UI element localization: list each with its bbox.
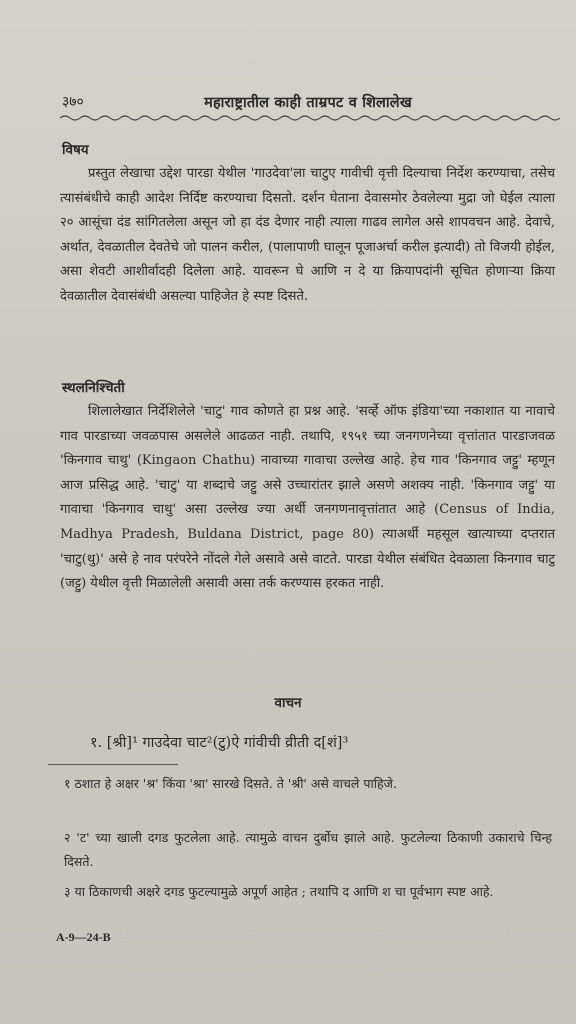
paragraph-location-text: शिलालेखात निर्देशिलेले 'चाटु' गाव कोणते हा प्रश्न आहे. 'सर्व्हे ऑफ इंडिया'च्या नकाशात या नावाचे गाव पारडाच्या जवळपास असलेले आढळत नाही. तथापि, १९५१ च्या जनगणनेच्या वृत्तांतात पारडाजवळ 'किनगाव चाथु' (Kingaon Chathu) नावाच्या गावाचा उल्लेख आहे. हेच गाव 'किनगाव जट्टु' म्हणून आज प्रसिद्ध आहे. 'चाटु' या शब्दाचे जट्टु असे उच्चारांतर झाले असणे अशक्य नाही. 'किनगाव जट्टु' या गावाचा 'किनगाव चाथु' असा उल्लेख ज्या अर्थी जनगणनावृत्तांतात आहे (Census of India, Madhya Pradesh, Buldana District, page 80) त्याअर्थी महसूल खात्याच्या दप्तरात 'चाटु(थु)' असे हे नाव परंपरेने नोंदले गेले असावे असे वाटते. पारडा येथील संबंधित देवळाला किनगाव चाटु (जट्टु) येथील वृत्ती मिळालेली असावी असा तर्क करण्यास हरकत नाही. [60, 404, 555, 592]
footnote-divider [48, 764, 178, 765]
paragraph-location [60, 400, 555, 597]
section-heading-subject: विषय [62, 142, 89, 158]
footnote-1: १ ठशात हे अक्षर 'श्र' किंवा 'श्रा' सारखे दिसते. ते 'श्री' असे वाचले पाहिजे. [64, 776, 397, 791]
printer-signature-mark: A-9—24-B [56, 930, 111, 944]
paragraph-subject-text: प्रस्तुत लेखाचा उद्देश पारडा येथील 'गाउदेवा'ला चाटुए गावीची वृत्ती दिल्याचा निर्देश करण्याचा, तसेच त्यासंबंधीचे काही आदेश निर्दिष्ट करण्याचा दिसतो. दर्शन घेताना देवासमोर ठेवलेल्या मुद्रा जो घेईल त्याला २० आसूंचा दंड सांगितलेला असून जो हा दंड देणार नाही त्याला गाढव लागेल असे शापवचन आहे. देवाचे, अर्थात, देवळातील देवतेचे जो पालन करील, (पालापाणी घालून पूजाअर्चा करील इत्यादी) तो विजयी होईल, असा शेवटी आशीर्वादही दिलेला आहे. यावरून घे आणि न दे या क्रियापदांनी सूचित होणाऱ्या क्रिया देवळातील देवासंबंधी असल्या पाहिजेत हे स्पष्ट दिसते. [60, 166, 555, 304]
footnote-3: ३ या ठिकाणची अक्षरे दगड फुटल्यामुळे अपूर्ण आहेत ; तथापि द आणि श चा पूर्वभाग स्पष्ट आहे. [64, 884, 494, 899]
page-header [58, 92, 558, 114]
footnote-2: २ 'ट' च्या खाली दगड फुटलेला आहे. त्यामुळे वाचन दुर्बोध झाले आहे. फुटलेल्या ठिकाणी उकाराचे चिन्ह दिसते. [64, 830, 552, 869]
section-heading-location: स्थलनिश्चिती [62, 380, 125, 396]
page-number: ३७० [62, 94, 84, 110]
paragraph-subject [60, 162, 555, 310]
running-title: महाराष्ट्रातील काही ताम्रपट व शिलालेख [204, 94, 412, 111]
reading-heading: वाचन [274, 695, 302, 711]
wavy-rule-divider [60, 114, 560, 122]
inscription-line-1: १. [श्री]¹ गाउदेवा चाट²(टु)ऐ गांवीची व्रीती द[शं]³ [90, 735, 349, 751]
